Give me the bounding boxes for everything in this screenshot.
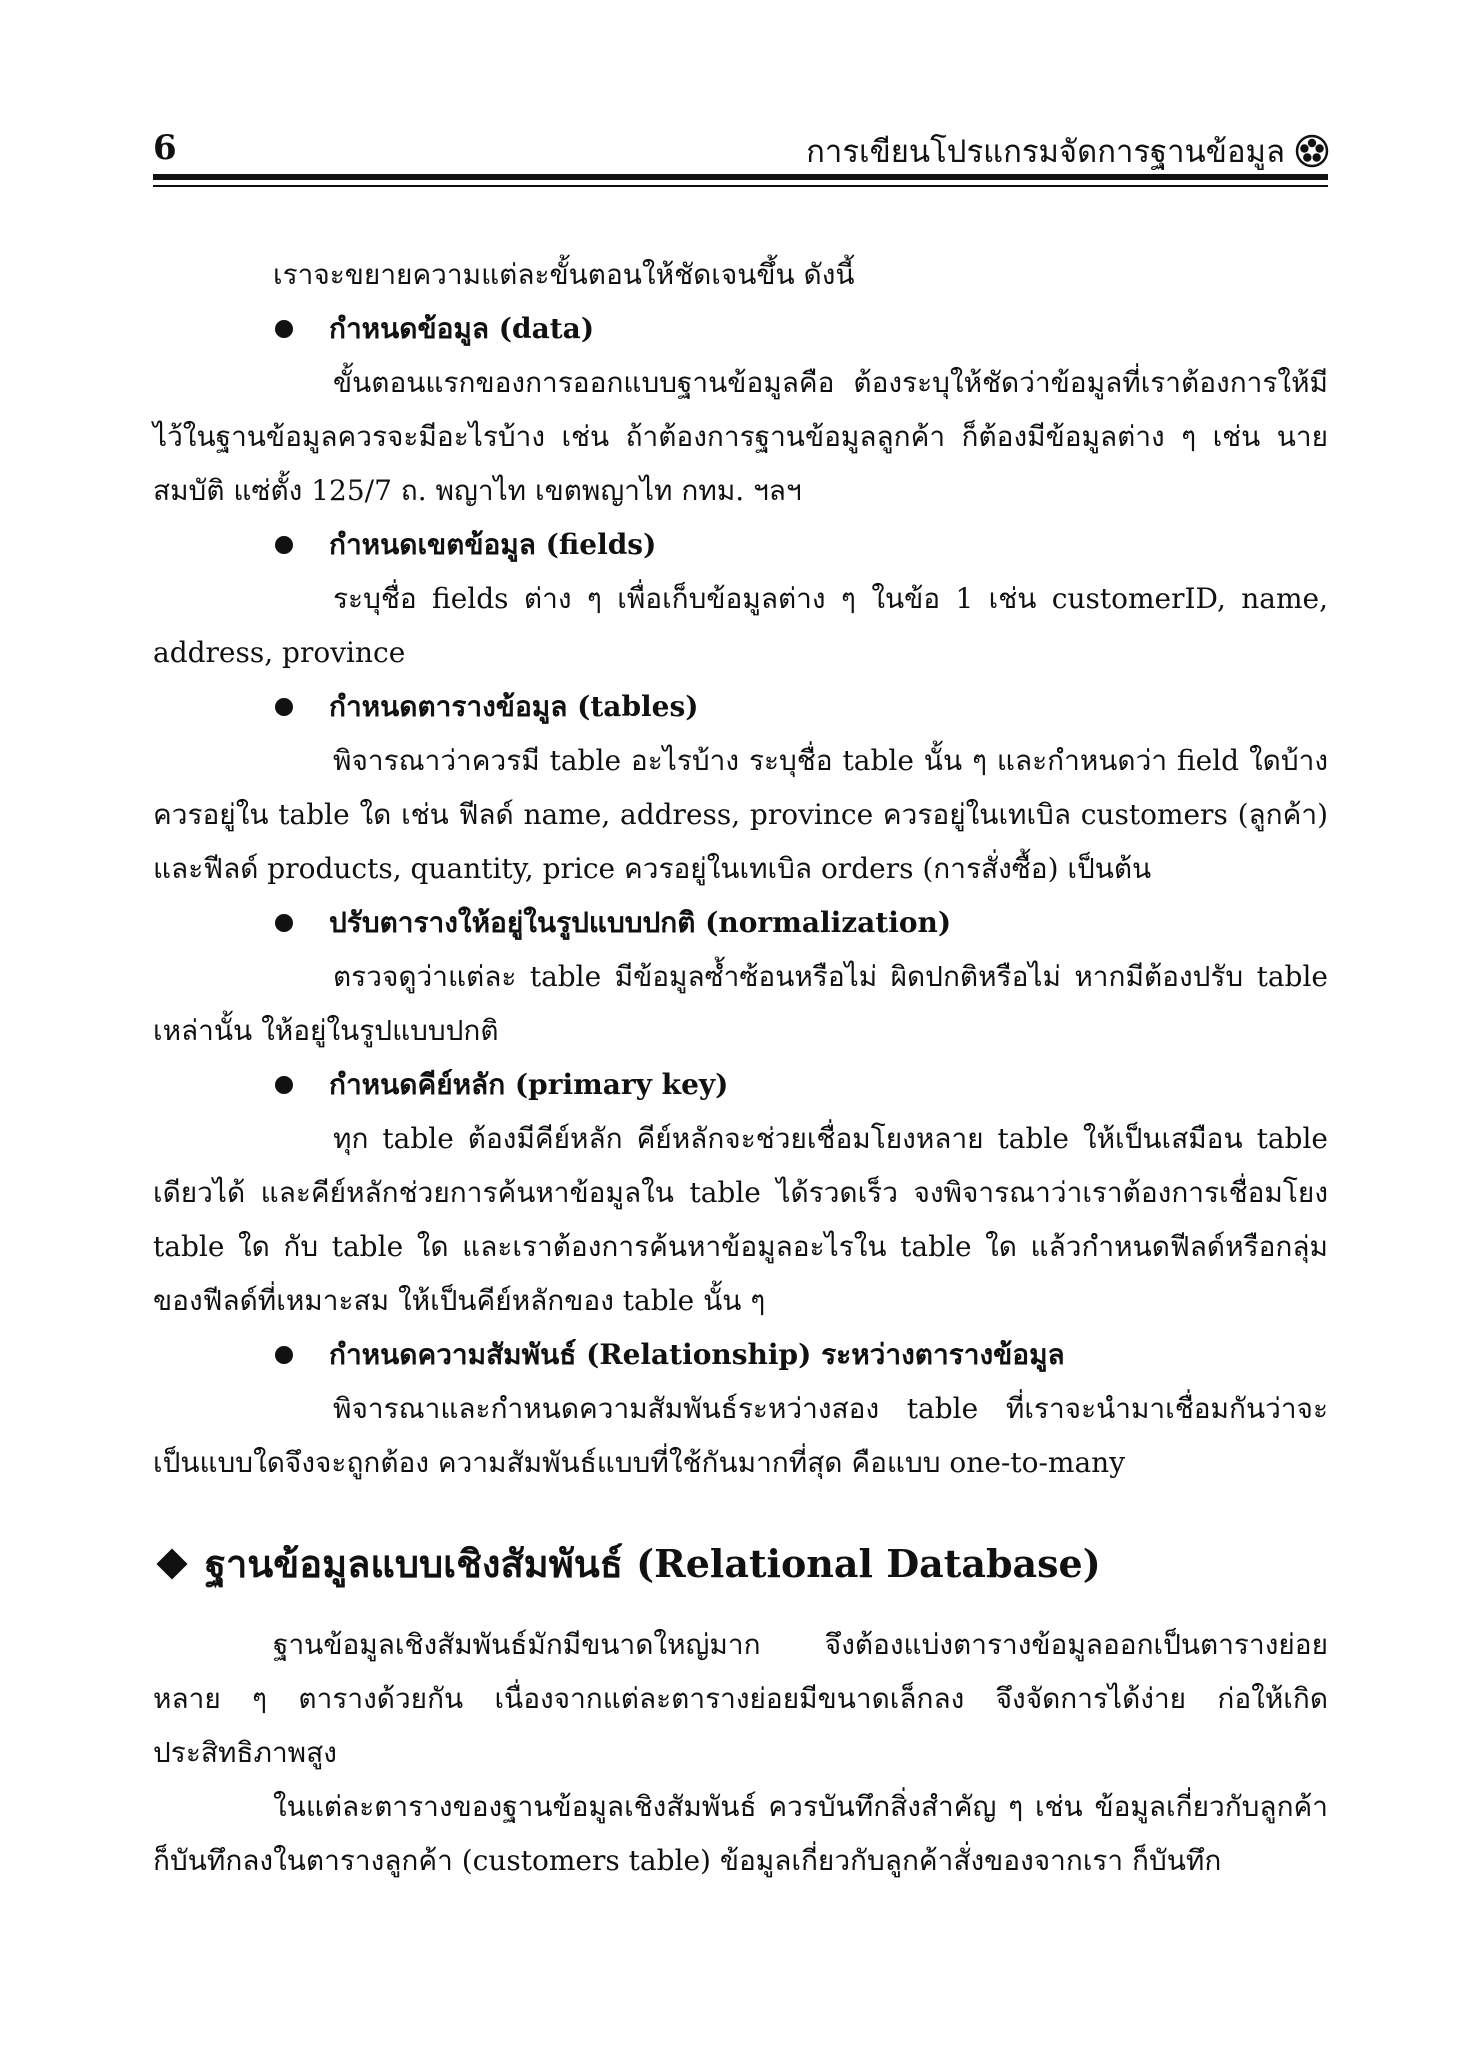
step-body: ระบุชื่อ fields ต่าง ๆ เพื่อเก็บข้อมูลต่าง ๆ ในข้อ 1 เช่น customerID, name, address, province — [153, 582, 1328, 669]
step-body: ขั้นตอนแรกของการออกแบบฐานข้อมูลคือ ต้องระบุให้ชัดว่าข้อมูลที่เราต้องการให้มีไว้ในฐานข้อมูลควรจะมีอะไรบ้าง เช่น ถ้าต้องการฐานข้อมูลลูกค้า ก็ต้องมีข้อมูลต่าง ๆ เช่น นายสมบัติ แซ่ตั้ง 125/7 ถ. พญาไท เขตพญาไท กทม. ฯลฯ — [153, 366, 1328, 507]
step-heading: ปรับตารางให้อยู่ในรูปแบบปกติ (normalization) — [329, 906, 952, 939]
bullet-icon — [275, 698, 293, 716]
step-heading: กำหนดความสัมพันธ์ (Relationship) ระหว่างตารางข้อมูล — [329, 1338, 1065, 1371]
diamond-icon — [156, 1548, 187, 1579]
step-heading: กำหนดคีย์หลัก (primary key) — [329, 1068, 729, 1101]
section-paragraph: ฐานข้อมูลเชิงสัมพันธ์มักมีขนาดใหญ่มาก จึงต้องแบ่งตารางข้อมูลออกเป็นตารางย่อยหลาย ๆ ตารางด้วยกัน เนื่องจากแต่ละตารางย่อยมีขนาดเล็กลง จึงจัดการได้ง่าย ก่อให้เกิดประสิทธิภาพสูง — [153, 1628, 1328, 1769]
step-body: พิจารณาว่าควรมี table อะไรบ้าง ระบุชื่อ table นั้น ๆ และกำหนดว่า field ใดบ้างควรอยู่ใน table ใด เช่น ฟีลด์ name, address, province ควรอยู่ในเทเบิล customers (ลูกค้า) และฟีลด์ products, quantity, price ควรอยู่ในเทเบิล orders (การสั่งซื้อ) เป็นต้น — [153, 744, 1328, 885]
header-rule-thick — [153, 174, 1328, 180]
step-item — [153, 680, 1328, 896]
step-heading: กำหนดข้อมูล (data) — [329, 312, 595, 345]
running-header — [806, 126, 1329, 176]
intro-line: เราจะขยายความแต่ละขั้นตอนให้ชัดเจนขึ้น ดังนี้ — [273, 258, 855, 291]
step-item — [153, 518, 1328, 680]
bullet-icon — [275, 1346, 293, 1364]
step-body: พิจารณาและกำหนดความสัมพันธ์ระหว่างสอง table ที่เราจะนำมาเชื่อมกันว่าจะเป็นแบบใดจึงจะถูกต้อง ความสัมพันธ์แบบที่ใช้กันมากที่สุด คือแบบ one-to-many — [153, 1392, 1328, 1479]
bullet-icon — [275, 914, 293, 932]
header-rule-thin — [153, 185, 1328, 187]
body-text — [153, 248, 1328, 1888]
section-title: ฐานข้อมูลแบบเชิงสัมพันธ์ (Relational Database) — [205, 1541, 1101, 1586]
page-number: 6 — [153, 128, 177, 168]
bullet-icon — [275, 1076, 293, 1094]
bullet-icon — [275, 536, 293, 554]
running-title: การเขียนโปรแกรมจัดการฐานข้อมูล — [806, 134, 1285, 170]
section-heading — [153, 1524, 1328, 1604]
bullet-icon — [275, 320, 293, 338]
section-paragraph: ในแต่ละตารางของฐานข้อมูลเชิงสัมพันธ์ ควรบันทึกสิ่งสำคัญ ๆ เช่น ข้อมูลเกี่ยวกับลูกค้า ก็บันทึกลงในตารางลูกค้า (customers table) ข้อมูลเกี่ยวกับลูกค้าสั่งของจากเรา ก็บันทึก — [153, 1790, 1328, 1877]
step-heading: กำหนดตารางข้อมูล (tables) — [329, 690, 699, 723]
step-body: ทุก table ต้องมีคีย์หลัก คีย์หลักจะช่วยเชื่อมโยงหลาย table ให้เป็นเสมือน table เดียวได้ และคีย์หลักช่วยการค้นหาข้อมูลใน table ได้รวดเร็ว จงพิจารณาว่าเราต้องการเชื่อมโยง table ใด กับ table ใด และเราต้องการค้นหาข้อมูลอะไรใน table ใด แล้วกำหนดฟีลด์หรือกลุ่มของฟีลด์ที่เหมาะสม ให้เป็นคีย์หลักของ table นั้น ๆ — [153, 1122, 1328, 1317]
step-heading: กำหนดเขตข้อมูล (fields) — [329, 528, 657, 561]
step-item — [153, 896, 1328, 1058]
step-item — [153, 302, 1328, 518]
step-item — [153, 1058, 1328, 1328]
step-item — [153, 1328, 1328, 1490]
step-body: ตรวจดูว่าแต่ละ table มีข้อมูลซ้ำซ้อนหรือไม่ ผิดปกติหรือไม่ หากมีต้องปรับ table เหล่านั้น ให้อยู่ในรูปแบบปกติ — [153, 960, 1328, 1047]
flower-icon — [1295, 134, 1329, 168]
